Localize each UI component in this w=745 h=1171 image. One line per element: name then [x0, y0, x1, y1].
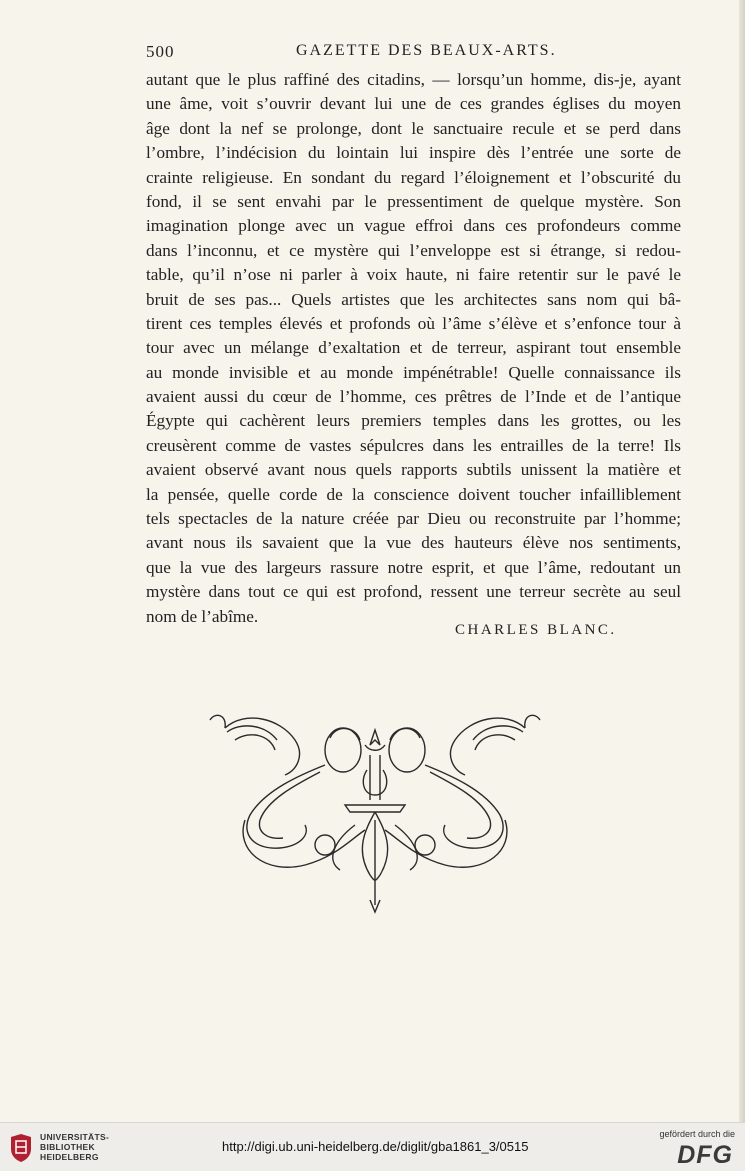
text-line: dans l’inconnu, et ce mystère qui l’enveloppe est si étrange, si redou-	[146, 240, 681, 260]
footer-bar	[0, 1122, 745, 1171]
text-line: la pensée, quelle corde de la conscience doivent toucher infailliblement	[146, 484, 681, 504]
text-line: table, qu’il n’ose ni parler à voix haute, ni faire retentir sur le pavé le	[146, 265, 681, 285]
text-line: autant que le plus raffiné des citadins, — lorsqu’un homme, dis-je, ayant	[146, 70, 681, 89]
text-line: Égypte qui cachèrent leurs premiers temples dans les grottes, ou les	[146, 411, 681, 431]
page-number: 500	[146, 42, 175, 61]
library-name-line: UNIVERSITÄTS-	[40, 1132, 110, 1142]
dfg-logo: DFG	[677, 1141, 733, 1169]
winged-figures-ornament-icon	[205, 700, 545, 925]
permalink-url[interactable]: http://digi.ub.uni-heidelberg.de/diglit/gba1861_3/0515	[222, 1139, 529, 1154]
text-line: avaient observé avant nous quels rapports subtils unissent la matière et	[146, 460, 681, 480]
text-line: fond, il se sent envahi par le pressentiment de quelque mystère. Son	[146, 191, 681, 211]
running-head	[146, 42, 676, 64]
text-line: avant nous ils savaient que la vue des hauteurs élève nos sentiments,	[146, 533, 681, 553]
funded-by-label: gefördert durch die	[659, 1129, 735, 1139]
library-name	[40, 1132, 109, 1162]
text-line: avaient aussi du cœur de l’homme, ces prêtres de l’Inde et de l’antique	[146, 387, 681, 407]
text-line: imagination plonge avec un vague effroi dans ces profondeurs comme	[146, 216, 681, 236]
body-text	[146, 68, 681, 629]
text-line: une âme, voit s’ouvrir devant lui une de ces grandes églises du moyen	[146, 94, 681, 114]
text-line: l’ombre, l’indécision du lointain lui inspire dès l’entrée une sorte de	[146, 143, 681, 163]
text-line: creusèrent comme de vastes sépulcres dans les entrailles de la terre! Ils	[146, 435, 681, 455]
text-line: mystère dans tout ce qui est profond, ressent une terreur secrète au seul	[146, 582, 681, 602]
text-line: tels spectacles de la nature créée par Dieu ou reconstruite par l’homme;	[146, 509, 681, 529]
text-line: âge dont la nef se prolonge, dont le sanctuaire recule et se perd dans	[146, 118, 681, 138]
text-line: tour avec un mélange d’exaltation et de terreur, aspirant tout ensemble	[146, 338, 681, 358]
library-name-line: BIBLIOTHEK	[40, 1142, 95, 1152]
text-line: tirent ces temples élevés et profonds où l’âme s’élève et s’enfonce tour à	[146, 313, 681, 333]
journal-title: GAZETTE DES BEAUX-ARTS.	[296, 42, 557, 59]
university-library-logo-icon	[8, 1133, 34, 1163]
text-line: bruit de ses pas... Quels artistes que les architectes sans nom qui bâ-	[146, 289, 681, 309]
text-line: que la vue des largeurs rassure notre esprit, et que l’âme, redoutant un	[146, 557, 681, 577]
text-line: nom de l’abîme.	[146, 606, 259, 626]
text-line: crainte religieuse. En sondant du regard l’éloignement et l’obscurité du	[146, 167, 681, 187]
author-signature: CHARLES BLANC.	[455, 622, 617, 638]
library-name-line: HEIDELBERG	[40, 1152, 99, 1162]
text-line: au monde invisible et au monde impénétrable! Quelle connaissance ils	[146, 362, 681, 382]
page-edge	[739, 0, 745, 1122]
